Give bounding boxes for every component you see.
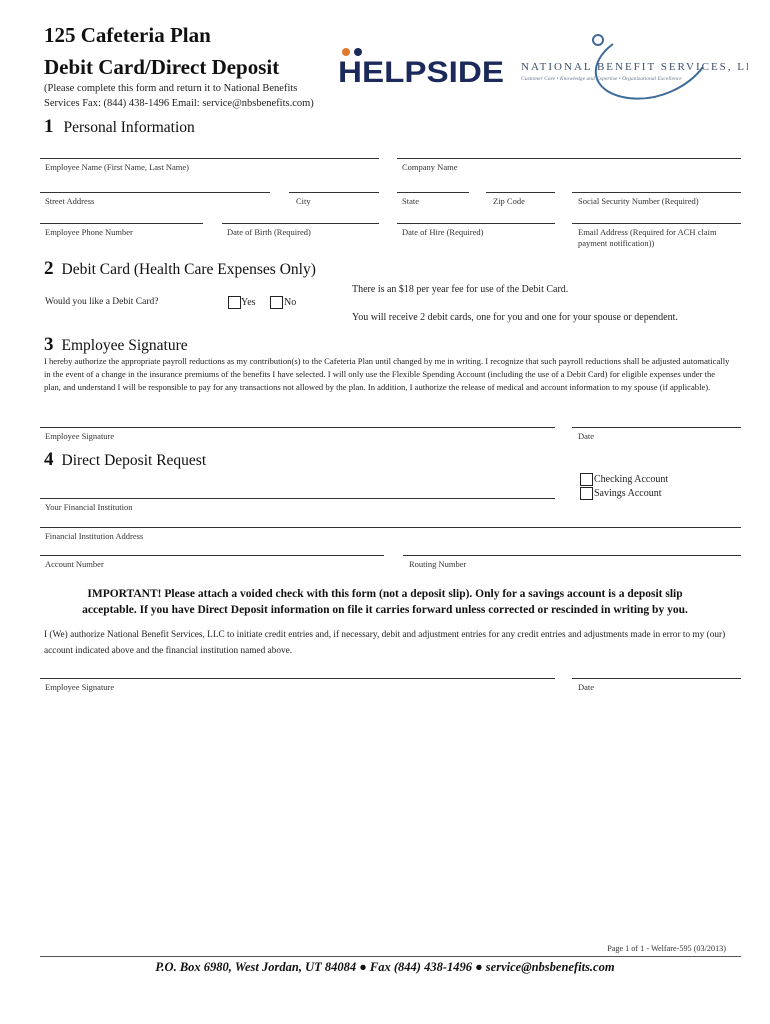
debit-card-fee-note: There is an $18 per year fee for use of the Debit Card.: [352, 284, 569, 295]
page-info: Page 1 of 1 - Welfare-595 (03/2013): [607, 944, 726, 953]
routing-number-label: Routing Number: [409, 559, 467, 569]
section-4-number: 4: [44, 449, 54, 470]
section-2-number: 2: [44, 258, 54, 279]
important-notice-line1: IMPORTANT! Please attach a voided check with this form (not a deposit slip). Only for a savings account is a deposit slip: [87, 588, 683, 600]
signature-date-field-2[interactable]: [572, 678, 741, 679]
email-label-line1: Email Address (Required for ACH claim: [578, 227, 717, 237]
nbs-logo-tagline: Customer Care • Knowledge and Expertise • Organizational Excellence: [521, 76, 682, 82]
form-title-line1: 125 Cafeteria Plan: [44, 23, 211, 47]
institution-address-label: Financial Institution Address: [45, 531, 144, 541]
debit-card-no-label: No: [284, 297, 297, 308]
nbs-logo-name: NATIONAL BENEFIT SERVICES, LLC: [521, 61, 748, 73]
debit-card-yes-label: Yes: [241, 297, 256, 308]
dob-label: Date of Birth (Required): [227, 227, 311, 237]
account-number-label: Account Number: [45, 559, 104, 569]
section-3-title: Employee Signature: [61, 337, 188, 354]
nbs-logo: [518, 32, 748, 102]
helpside-logo: [338, 46, 508, 88]
zip-code-label: Zip Code: [493, 196, 525, 206]
instructions-line1: (Please complete this form and return it to National Benefits: [44, 83, 298, 94]
debit-card-count-note: You will receive 2 debit cards, one for you and one for your spouse or dependent.: [352, 312, 678, 323]
employee-signature-label-2: Employee Signature: [45, 682, 115, 692]
employee-name-label: Employee Name (First Name, Last Name): [45, 162, 189, 172]
hire-date-label: Date of Hire (Required): [402, 227, 484, 237]
checking-account-label: Checking Account: [594, 474, 669, 485]
hire-date-field[interactable]: [397, 223, 555, 224]
section-1-number: 1: [44, 116, 54, 137]
ssn-label: Social Security Number (Required): [578, 196, 699, 206]
instructions-line2: Services Fax: (844) 438-1496 Email: service@nbsbenefits.com): [44, 98, 314, 109]
state-label: State: [402, 196, 419, 206]
section-2-title: Debit Card (Health Care Expenses Only): [61, 261, 316, 278]
city-label: City: [296, 196, 311, 206]
section-4-title: Direct Deposit Request: [61, 452, 207, 469]
street-address-field[interactable]: [40, 192, 270, 193]
city-field[interactable]: [289, 192, 379, 193]
routing-number-field[interactable]: [403, 555, 741, 556]
savings-account-checkbox[interactable]: [580, 487, 593, 500]
authorization-paragraph: I hereby authorize the appropriate payroll reductions as my contribution(s) to the Cafeteria Plan until changed by me in writing. I recognize that such payroll reductions shall be adjusted automatically in the event of a change in the insurance premiums of the benefits I have selected. I will only use the Flexible Spending Account (including the use of a Debit Card) for eligible expenses under the plan, and understand I will be responsible to pay for any transactions not allowed by the plan. In addition, I authorize the release of medical and account information to my spouse (if applicable).: [44, 356, 730, 392]
email-field[interactable]: [572, 223, 741, 224]
section-2-heading: [44, 258, 316, 280]
section-3-number: 3: [44, 334, 54, 355]
financial-institution-field[interactable]: [40, 498, 555, 499]
financial-institution-label: Your Financial Institution: [45, 502, 133, 512]
footer-contact: P.O. Box 6980, West Jordan, UT 84084 ● Fax (844) 438-1496 ● service@nbsbenefits.com: [155, 960, 615, 974]
email-label-line2: payment notification)): [578, 238, 655, 248]
phone-label: Employee Phone Number: [45, 227, 133, 237]
company-name-field[interactable]: [397, 158, 741, 159]
checking-account-checkbox[interactable]: [580, 473, 593, 486]
zip-code-field[interactable]: [486, 192, 555, 193]
form-title-line2: Debit Card/Direct Deposit: [44, 55, 280, 79]
deposit-authorization-text: I (We) authorize National Benefit Services, LLC to initiate credit entries and, if necessary, debit and adjustment entries for any credit entries and adjustments made in error to my (our) account indicated above and the financial institution named above.: [44, 630, 726, 656]
footer-divider: [40, 956, 741, 957]
section-3-heading: [44, 334, 188, 356]
savings-account-label: Savings Account: [594, 488, 662, 499]
section-1-title: Personal Information: [63, 119, 195, 136]
state-field[interactable]: [397, 192, 469, 193]
signature-date-label-2: Date: [578, 682, 595, 692]
employee-signature-field-1[interactable]: [40, 427, 555, 428]
employee-signature-field-2[interactable]: [40, 678, 555, 679]
debit-card-no-checkbox[interactable]: [270, 296, 283, 309]
debit-card-question: Would you like a Debit Card?: [45, 297, 159, 307]
dob-field[interactable]: [222, 223, 379, 224]
helpside-logo-text: HELPSIDE: [338, 56, 504, 88]
section-4-heading: [44, 449, 206, 471]
account-number-field[interactable]: [40, 555, 384, 556]
debit-card-yes-checkbox[interactable]: [228, 296, 241, 309]
company-name-label: Company Name: [402, 162, 458, 172]
section-1-heading: [44, 116, 195, 138]
signature-date-label-1: Date: [578, 431, 595, 441]
phone-field[interactable]: [40, 223, 203, 224]
institution-address-field[interactable]: [40, 527, 741, 528]
ssn-field[interactable]: [572, 192, 741, 193]
employee-signature-label-1: Employee Signature: [45, 431, 115, 441]
street-address-label: Street Address: [45, 196, 95, 206]
important-notice-line2: acceptable. If you have Direct Deposit information on file it carries forward unless corrected or rescinded in writing by you.: [82, 604, 688, 616]
signature-date-field-1[interactable]: [572, 427, 741, 428]
employee-name-field[interactable]: [40, 158, 379, 159]
